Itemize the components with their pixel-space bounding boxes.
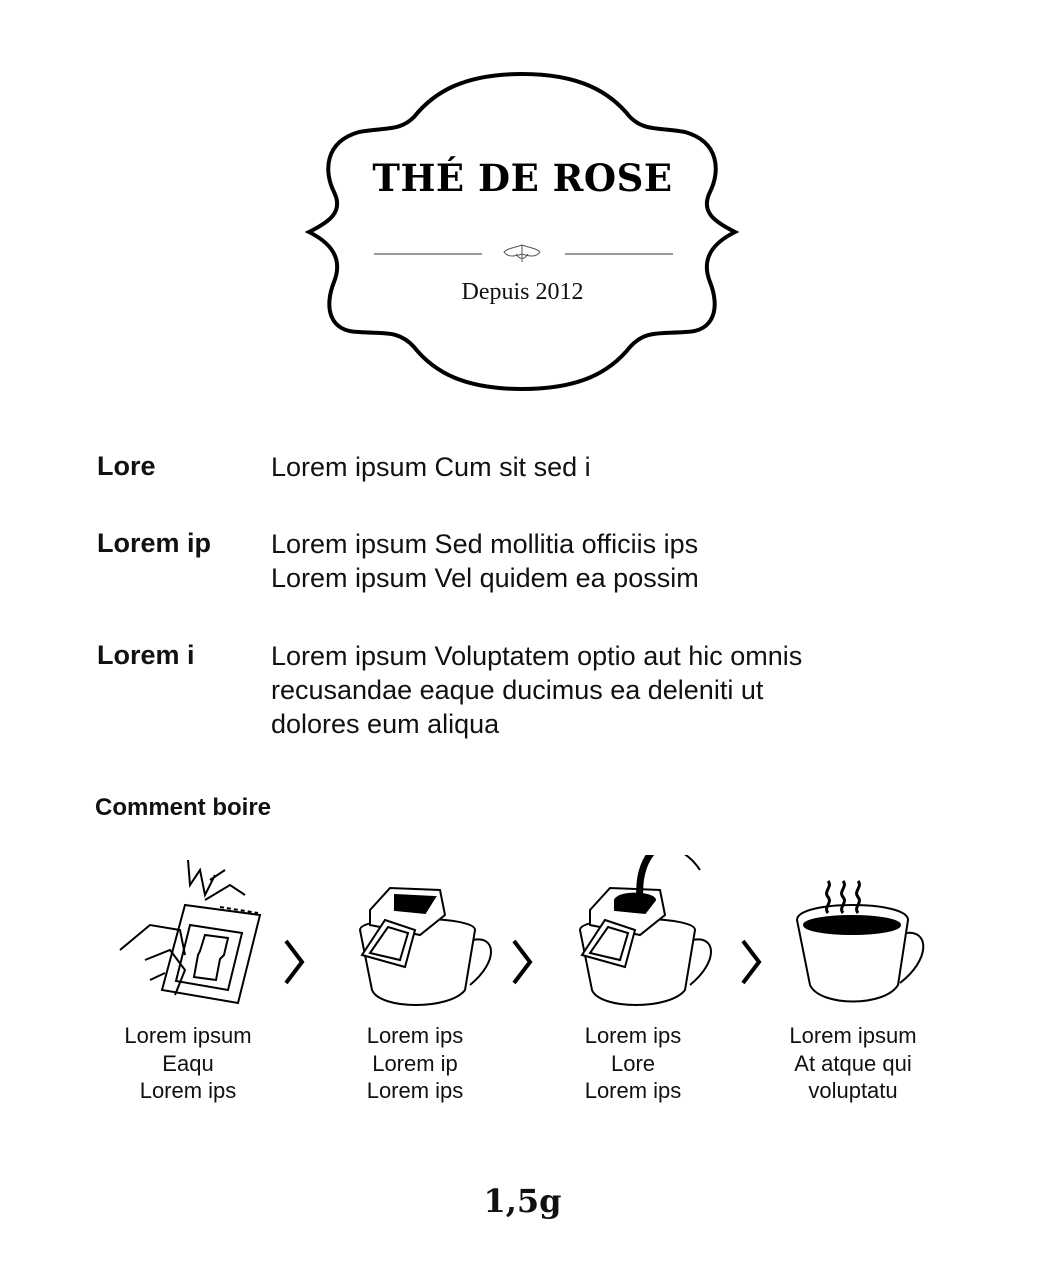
chevron-right-icon bbox=[737, 935, 767, 989]
caption-line: voluptatu bbox=[808, 1078, 898, 1103]
step-caption bbox=[305, 1022, 525, 1105]
pour-water-icon bbox=[560, 855, 720, 1010]
info-line: recusandae eaque ducimus ea deleniti ut bbox=[271, 675, 764, 705]
info-line: dolores eum aliqua bbox=[271, 709, 500, 739]
info-line: Lorem ipsum Sed mollitia officiis ips bbox=[271, 529, 699, 559]
net-weight: 1,5g bbox=[483, 1182, 562, 1220]
drip-bag-on-cup-icon bbox=[340, 855, 500, 1010]
brand-name: THÉ DE ROSE bbox=[372, 156, 673, 200]
step-caption bbox=[78, 1022, 298, 1105]
step-caption bbox=[743, 1022, 963, 1105]
caption-line: Lorem ipsum bbox=[124, 1023, 252, 1048]
info-line: Lorem ipsum Cum sit sed i bbox=[271, 452, 591, 482]
chevron-right-icon bbox=[280, 935, 310, 989]
caption-line: Lorem ips bbox=[584, 1078, 682, 1103]
caption-line: Lorem ips bbox=[366, 1023, 464, 1048]
info-label: Lorem i bbox=[97, 640, 195, 670]
info-label: Lore bbox=[97, 451, 156, 481]
chevron-right-icon bbox=[508, 935, 538, 989]
info-line: Lorem ipsum Vel quidem ea possim bbox=[271, 563, 699, 593]
caption-line: Lorem ips bbox=[139, 1078, 237, 1103]
caption-line: Lorem ip bbox=[372, 1050, 458, 1076]
info-label: Lorem ip bbox=[97, 528, 212, 558]
brand-badge-frame bbox=[300, 62, 745, 402]
hot-cup-icon bbox=[780, 855, 940, 1010]
caption-line: Lorem ips bbox=[366, 1078, 464, 1103]
info-line: Lorem ipsum Voluptatem optio aut hic omnis bbox=[271, 641, 803, 671]
step-caption bbox=[523, 1022, 743, 1105]
caption-line: Lorem ips bbox=[584, 1023, 682, 1048]
info-value bbox=[271, 527, 951, 595]
caption-line: At atque qui bbox=[794, 1050, 912, 1076]
info-value bbox=[271, 450, 951, 484]
caption-line: Eaqu bbox=[162, 1050, 214, 1076]
caption-line: Lorem ipsum bbox=[789, 1023, 917, 1048]
info-value bbox=[271, 639, 951, 741]
howto-title: Comment boire bbox=[95, 794, 272, 821]
open-tea-bag-icon bbox=[110, 855, 270, 1010]
brand-since: Depuis 2012 bbox=[461, 279, 584, 305]
caption-line: Lore bbox=[610, 1050, 656, 1076]
